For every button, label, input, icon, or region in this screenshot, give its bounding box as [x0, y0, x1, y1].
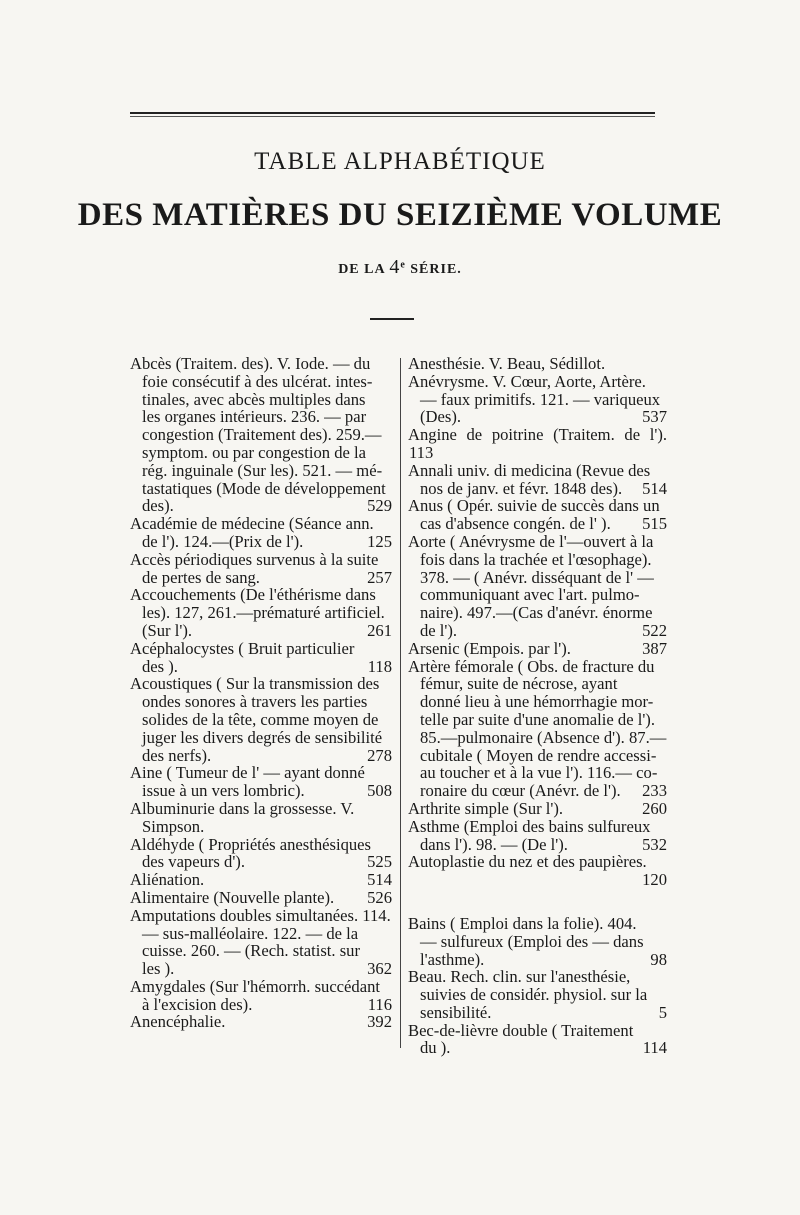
- entry-text-line: Simpson.: [142, 816, 205, 836]
- entry-text-line: Acoustiques ( Sur la transmission des: [130, 674, 380, 694]
- index-entry: [409, 658, 667, 800]
- entry-text-line: cubitale ( Moyen de rendre accessi-: [420, 745, 657, 765]
- page-number: 116: [367, 994, 392, 1014]
- entry-text-line: au toucher et à la vue l'). 116.— co-: [420, 763, 658, 783]
- series-line: [0, 256, 800, 279]
- entry-text-line: — sulfureux (Emploi des — dans: [420, 931, 644, 951]
- index-entry: [131, 551, 392, 587]
- entry-text-line: rég. inguinale (Sur les). 521. — mé-: [142, 460, 383, 480]
- entry-text-line: Abcès (Traitem. des). V. Iode. — du: [130, 354, 371, 373]
- entry-text-line: Arsenic (Empois. par l'). 387: [408, 638, 667, 658]
- index-entry: [409, 915, 667, 968]
- entry-text-line: l'asthme). 98: [420, 949, 667, 969]
- entry-text-line: de l'). 124.—(Prix de l'). 125: [142, 531, 392, 551]
- title-line-2: DES MATIÈRES DU SEIZIÈME VOLUME: [77, 197, 723, 233]
- entry-text-line: Accouchements (De l'éthérisme dans: [130, 585, 376, 605]
- page-number: 98: [650, 949, 667, 969]
- entry-text-line: des vapeurs d'). 525: [142, 852, 392, 872]
- index-entry: [409, 818, 667, 854]
- entry-text-line: fois dans la trachée et l'œsophage).: [420, 549, 652, 569]
- index-column-left: [131, 355, 392, 1031]
- entry-text-line: suivies de considér. physiol. sur la: [420, 985, 648, 1005]
- page-number: 532: [642, 834, 667, 854]
- index-entry: [131, 800, 392, 836]
- entry-text-line: les). 127, 261.—prématuré artificiel.: [142, 603, 385, 623]
- entry-text-line: Aliénation. 514: [130, 870, 392, 890]
- entry-text-line: (Sur l'). 261: [142, 620, 392, 640]
- entry-text-line: juger les divers degrés de sensibilité: [142, 727, 383, 747]
- entry-text-line: 85.—pulmonaire (Absence d'). 87.—: [420, 727, 667, 747]
- index-entry: [131, 640, 392, 676]
- index-entry: [131, 871, 392, 889]
- entry-text-line: Acéphalocystes ( Bruit particulier: [130, 638, 355, 658]
- index-column-right: [409, 355, 667, 1057]
- entry-text-line: Asthme (Emploi des bains sulfureux: [408, 816, 651, 836]
- series-prefix: DE LA: [338, 262, 385, 277]
- entry-text-line: Aine ( Tumeur de l' — ayant donné: [130, 763, 365, 783]
- index-entry: [409, 853, 667, 889]
- entry-text-line: naire). 497.—(Cas d'anévr. énorme: [420, 603, 653, 623]
- entry-text-line: sensibilité. 5: [420, 1002, 667, 1022]
- entry-text-line: Artère fémorale ( Obs. de fracture du: [408, 656, 655, 676]
- page-number: 261: [367, 620, 392, 640]
- entry-text-line: Autoplastie du nez et des paupières. 120: [408, 852, 667, 890]
- entry-text-line: Accès périodiques survenus à la suite: [130, 549, 379, 569]
- entry-text-line: Anesthésie. V. Beau, Sédillot.: [408, 354, 606, 373]
- index-entry: [131, 978, 392, 1014]
- entry-text-line: Arthrite simple (Sur l'). 260: [408, 798, 667, 818]
- entry-text-line: Beau. Rech. clin. sur l'anesthésie,: [408, 967, 631, 987]
- entry-text-line: congestion (Traitement des). 259.—: [142, 425, 382, 445]
- entry-text-line: Annali univ. di medicina (Revue des: [408, 460, 651, 480]
- entry-text-line: Angine de poitrine (Traitem. de l'). 113: [408, 425, 667, 462]
- index-entry: [131, 907, 392, 978]
- entry-text-line: fémur, suite de nécrose, ayant: [420, 674, 618, 694]
- index-entry: [409, 462, 667, 498]
- index-entry: [409, 373, 667, 426]
- index-entry: [131, 675, 392, 764]
- entry-text-line: symptom. ou par congestion de la: [142, 442, 366, 462]
- series-suffix: SÉRIE.: [410, 262, 462, 277]
- entry-text-line: Aorte ( Anévrysme de l'—ouvert à la: [408, 531, 654, 551]
- entry-text-line: donné lieu à une hémorrhagie mor-: [420, 692, 654, 712]
- page-number: 278: [367, 745, 392, 765]
- top-rule: [130, 112, 655, 117]
- index-entry: [131, 764, 392, 800]
- page-number: 125: [367, 531, 392, 551]
- page-number: 529: [367, 496, 392, 516]
- page-number: 514: [367, 870, 392, 890]
- series-sup: e: [400, 259, 406, 271]
- entry-text-line: Amputations doubles simultanées. 114.: [130, 905, 391, 925]
- entry-text-line: Bains ( Emploi dans la folie). 404.: [408, 913, 637, 933]
- entry-text-line: des). 529: [142, 496, 392, 516]
- entry-text-line: tastatiques (Mode de développement: [142, 478, 386, 498]
- page-number: 537: [642, 407, 667, 427]
- entry-text-line: les ). 362: [142, 959, 392, 979]
- entry-text-line: Anévrysme. V. Cœur, Aorte, Artère.: [408, 371, 646, 391]
- series-number: 4: [389, 256, 401, 278]
- index-entry: [409, 1022, 667, 1058]
- entry-text-line: Bec-de-lièvre double ( Traitement: [408, 1020, 634, 1040]
- entry-text-line: Anus ( Opér. suivie de succès dans un: [408, 496, 660, 516]
- entry-text-line: les organes intérieurs. 236. — par: [142, 407, 367, 427]
- entry-text-line: Alimentaire (Nouvelle plante). 526: [130, 887, 392, 907]
- page-number: 515: [642, 514, 667, 534]
- index-entry: [409, 355, 667, 373]
- entry-text-line: (Des). 537: [420, 407, 667, 427]
- entry-text-line: — faux primitifs. 121. — variqueux: [420, 389, 661, 409]
- entry-text-line: Albuminurie dans la grossesse. V.: [130, 798, 355, 818]
- page-number: 522: [642, 620, 667, 640]
- entry-text-line: des ). 118: [142, 656, 392, 676]
- letter-gap: [409, 889, 667, 915]
- entry-text-line: tinales, avec abcès multiples dans: [142, 389, 366, 409]
- page-number: 233: [642, 781, 667, 801]
- index-entry: [131, 889, 392, 907]
- index-entry: [409, 497, 667, 533]
- title-line-1: TABLE ALPHABÉTIQUE: [254, 148, 546, 175]
- entry-text-line: — sus-malléolaire. 122. — de la: [142, 923, 359, 943]
- entry-text-line: de pertes de sang. 257: [142, 567, 392, 587]
- page-number: 120: [642, 870, 667, 890]
- entry-text-line: telle par suite d'une anomalie de l').: [420, 709, 655, 729]
- entry-text-line: solides de la tête, comme moyen de: [142, 709, 379, 729]
- entry-text-line: communiquant avec l'art. pulmo-: [420, 585, 640, 605]
- index-entry: [409, 640, 667, 658]
- page-number: 526: [367, 887, 392, 907]
- page-number: 525: [367, 852, 392, 872]
- index-entry: [131, 1013, 392, 1031]
- entry-text-line: issue à un vers lombric). 508: [142, 781, 392, 801]
- index-entry: [409, 800, 667, 818]
- page-number: 392: [367, 1012, 392, 1032]
- index-entry: [131, 586, 392, 639]
- page-number: 387: [642, 638, 667, 658]
- index-entry: [409, 426, 667, 462]
- page-number: 5: [658, 1002, 667, 1022]
- page-number: 118: [367, 656, 392, 676]
- page-number: 257: [367, 567, 392, 587]
- page-number: 260: [642, 798, 667, 818]
- index-entry: [409, 533, 667, 640]
- index-entry: [409, 968, 667, 1021]
- entry-text-line: ronaire du cœur (Anévr. de l'). 233: [420, 781, 667, 801]
- entry-text-line: de l'). 522: [420, 620, 667, 640]
- entry-text-line: foie consécutif à des ulcérat. intes-: [142, 371, 373, 391]
- entry-text-line: à l'excision des). 116: [142, 994, 392, 1014]
- entry-text-line: 378. — ( Anévr. disséquant de l' —: [420, 567, 654, 587]
- entry-text-line: nos de janv. et févr. 1848 des). 514: [420, 478, 667, 498]
- page-number: 508: [367, 781, 392, 801]
- column-divider: [400, 358, 401, 1048]
- entry-text-line: du ). 114: [420, 1038, 667, 1058]
- entry-text-line: cas d'absence congén. de l' ). 515: [420, 514, 667, 534]
- index-entry: [131, 836, 392, 872]
- entry-text-line: Académie de médecine (Séance ann.: [130, 514, 374, 534]
- page-number: 362: [367, 959, 392, 979]
- entry-text-line: Aldéhyde ( Propriétés anesthésiques: [130, 834, 372, 854]
- entry-text-line: dans l'). 98. — (De l'). 532: [420, 834, 667, 854]
- index-entry: [131, 355, 392, 515]
- entry-text-line: cuisse. 260. — (Rech. statist. sur: [142, 941, 360, 961]
- page-number: 514: [642, 478, 667, 498]
- entry-text-line: Anencéphalie. 392: [130, 1012, 392, 1032]
- entry-text-line: Amygdales (Sur l'hémorrh. succédant: [130, 976, 380, 996]
- entry-text-line: des nerfs). 278: [142, 745, 392, 765]
- short-rule: [370, 318, 414, 320]
- entry-text-line: ondes sonores à travers les parties: [142, 692, 368, 712]
- index-entry: [131, 515, 392, 551]
- page-number: 114: [642, 1038, 667, 1058]
